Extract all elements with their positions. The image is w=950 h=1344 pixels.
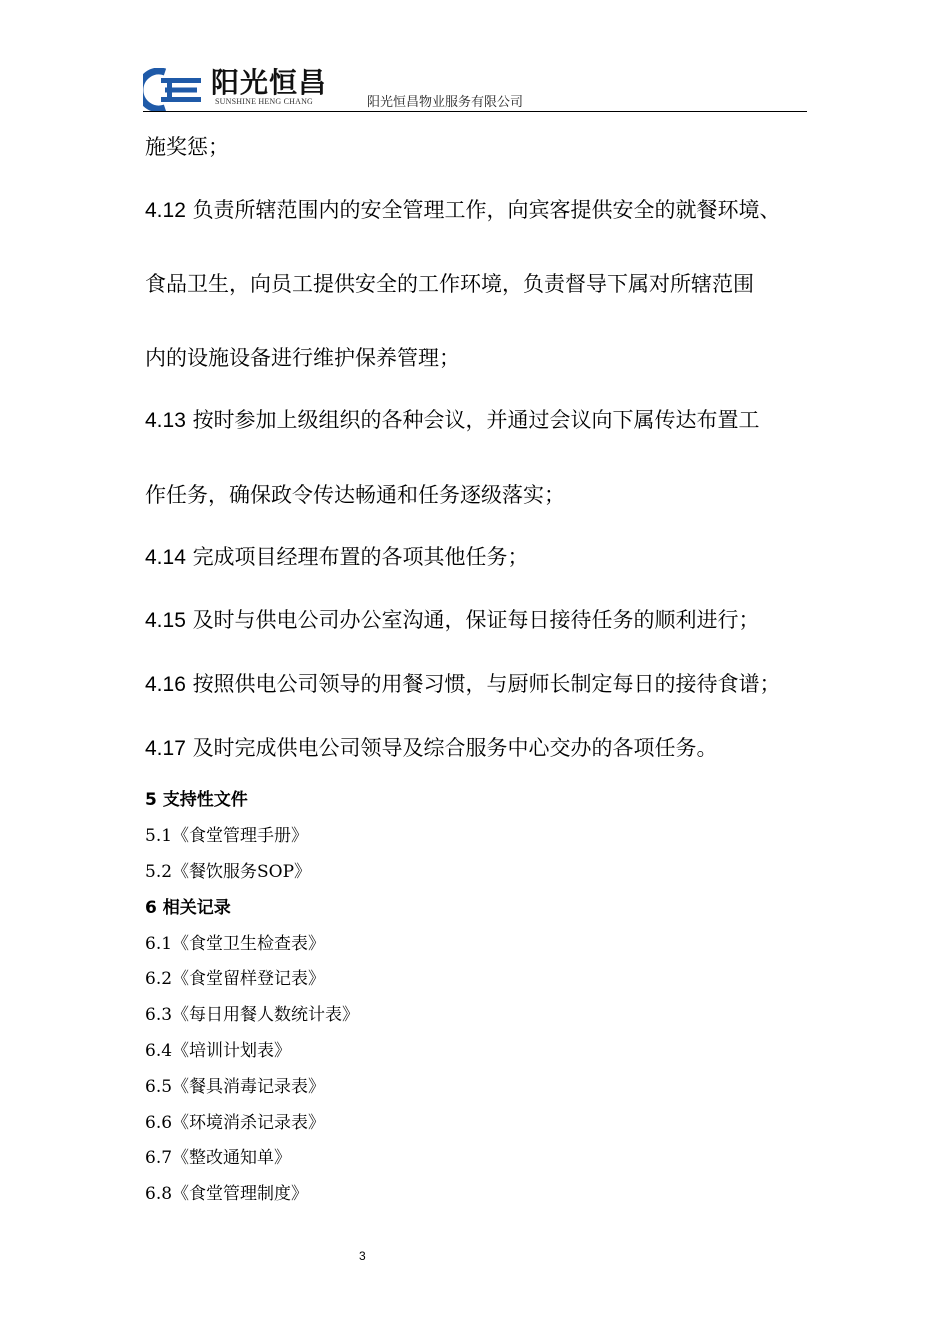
item-number: 4.16 xyxy=(145,673,186,696)
item-text: 完成项目经理布置的各项其他任务； xyxy=(192,545,529,569)
list-item-4-13 xyxy=(145,406,760,435)
document-list-item: 5.2《餐饮服务SOP》 xyxy=(145,862,312,882)
logo-english-name: SUNSHINE HENG CHANG xyxy=(215,97,314,106)
item-number: 4.15 xyxy=(145,609,186,632)
logo-chinese-name: 阳光恒昌 xyxy=(211,66,328,99)
text-line xyxy=(145,344,460,372)
record-list-item: 6.5《餐具消毒记录表》 xyxy=(145,1077,326,1097)
item-text: 负责所辖范围内的安全管理工作，向宾客提供安全的就餐环境、 xyxy=(192,198,781,222)
record-list-item: 6.3《每日用餐人数统计表》 xyxy=(145,1005,360,1025)
company-logo-icon xyxy=(143,68,205,112)
item-text: 作任务，确保政令传达畅通和任务逐级落实； xyxy=(145,483,565,507)
header-company-name: 阳光恒昌物业服务有限公司 xyxy=(367,95,524,110)
item-text: 及时完成供电公司领导及综合服务中心交办的各项任务。 xyxy=(192,736,718,760)
record-list-item: 6.7《整改通知单》 xyxy=(145,1148,292,1168)
item-number: 4.17 xyxy=(145,737,186,760)
item-text: 按照供电公司领导的用餐习惯，与厨师长制定每日的接待食谱； xyxy=(192,672,781,696)
item-number: 4.12 xyxy=(145,199,186,222)
header-divider xyxy=(143,111,807,112)
item-number: 4.14 xyxy=(145,546,186,569)
record-list-item: 6.2《食堂留样登记表》 xyxy=(145,969,326,989)
text-line xyxy=(145,481,565,509)
item-text: 食品卫生，向员工提供安全的工作环境，负责督导下属对所辖范围 xyxy=(145,272,754,296)
text-line xyxy=(145,270,754,298)
record-list-item: 6.8《食堂管理制度》 xyxy=(145,1184,309,1204)
item-text: 内的设施设备进行维护保养管理； xyxy=(145,346,460,370)
text-line xyxy=(145,133,229,161)
section-heading-5: 5 支持性文件 xyxy=(145,790,248,810)
page-number: 3 xyxy=(359,1249,366,1263)
list-item-4-14 xyxy=(145,543,529,572)
item-number: 4.13 xyxy=(145,409,186,432)
record-list-item: 6.4《培训计划表》 xyxy=(145,1041,292,1061)
list-item-4-12 xyxy=(145,196,781,225)
page-header xyxy=(143,64,807,112)
text-segment: 施奖惩； xyxy=(145,135,229,159)
record-list-item: 6.1《食堂卫生检查表》 xyxy=(145,934,326,954)
item-text: 及时与供电公司办公室沟通，保证每日接待任务的顺利进行； xyxy=(192,608,760,632)
record-list-item: 6.6《环境消杀记录表》 xyxy=(145,1113,326,1133)
section-heading-6: 6 相关记录 xyxy=(145,898,231,918)
list-item-4-16 xyxy=(145,670,781,699)
item-text: 按时参加上级组织的各种会议，并通过会议向下属传达布置工 xyxy=(192,408,760,432)
list-item-4-15 xyxy=(145,606,760,635)
document-list-item: 5.1《食堂管理手册》 xyxy=(145,826,309,846)
list-item-4-17 xyxy=(145,734,718,763)
